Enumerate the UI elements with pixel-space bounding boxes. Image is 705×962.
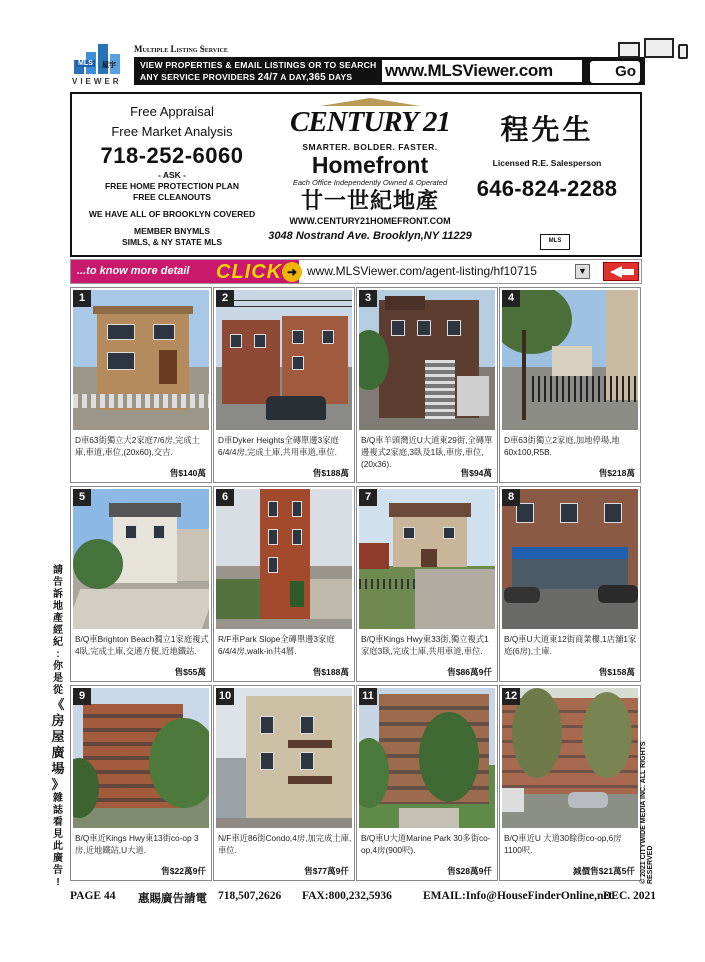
more-detail-text: ...to know more detail [77, 265, 190, 277]
listing-description: B/Q車近U 大道30餘街co-op,6房1100呎. [504, 833, 622, 855]
listing-price: 售$77萬9仟 [304, 866, 349, 876]
office-name: Homefront [311, 152, 429, 178]
listing-price: 售$158萬 [598, 667, 635, 677]
free-plan: FREE HOME PROTECTION PLAN [104, 181, 240, 191]
logo-badge: MLS [78, 60, 93, 67]
office-address: 3048 Nostrand Ave. Brooklyn,NY 11229 [268, 230, 472, 242]
equal-housing-mls-icon: MLS [540, 234, 570, 250]
tagline: SMARTER. BOLDER. FASTER. [302, 142, 438, 152]
listing-photo[interactable] [502, 688, 638, 828]
listing-description: N/F車近86街Condo,4房,加完成土庫,車位. [218, 833, 352, 855]
listing-number: 2 [216, 290, 234, 307]
side-notice: 請 告 訴 地 產 經 紀 : 你 是 從 《 房 屋 廣 場 》 雜 誌 看 見 此 廣 告 ! [51, 565, 65, 888]
listing-description: B/Q車U大道東12街商業樓,1店舖1家庭(6房),土庫. [504, 634, 637, 656]
devices-icon [618, 38, 705, 60]
listing-card[interactable] [70, 486, 212, 682]
banner-line2: ANY SERVICE PROVIDERS 24/7 A DAY,365 DAYS [140, 72, 353, 83]
listing-description: D車63街獨立2家庭,加地停場,地60x100,R5B. [504, 435, 620, 457]
free-cleanouts: FREE CLEANOUTS [133, 192, 211, 202]
listing-photo[interactable] [502, 290, 638, 430]
office-website[interactable]: WWW.CENTURY21HOMEFRONT.COM [289, 216, 451, 226]
page-number: PAGE 44 [70, 890, 116, 902]
agent-listing-url[interactable]: www.MLSViewer.com/agent-listing/hf10715 [307, 264, 537, 278]
listing-number: 6 [216, 489, 234, 506]
brooklyn-covered: WE HAVE ALL OF BROOKLYN COVERED [88, 209, 256, 219]
footer-fax: FAX:800,232,5936 [302, 890, 392, 902]
listing-photo[interactable] [216, 688, 352, 828]
mls-viewer-logo [70, 38, 132, 88]
listing-card[interactable] [499, 287, 641, 483]
agent-name: 程先生 [500, 114, 594, 145]
go-button[interactable]: Go [590, 61, 640, 83]
issue-date: DEC. 2021 [603, 890, 657, 902]
listing-number: 1 [73, 290, 91, 307]
agent-license: Licensed R.E. Salesperson [492, 158, 602, 168]
listing-card[interactable] [356, 486, 498, 682]
banner-line1: VIEW PROPERTIES & EMAIL LISTINGS OR TO SEARCH [140, 60, 377, 70]
listing-number: 8 [502, 489, 520, 506]
listing-card[interactable] [356, 685, 498, 881]
footer-email[interactable]: EMAIL:Info@HouseFinderOnline,net [423, 890, 613, 902]
arrow-right-icon[interactable]: ➜ [282, 262, 302, 282]
listing-number: 9 [73, 688, 91, 705]
listing-price: 減價售$21萬5仟 [572, 866, 635, 876]
listing-photo[interactable] [73, 290, 209, 430]
listing-number: 7 [359, 489, 377, 506]
mls-banner[interactable] [70, 38, 645, 88]
listing-price: 售$55萬 [174, 667, 206, 677]
ad-services [72, 102, 272, 248]
listing-photo[interactable] [73, 489, 209, 629]
logo-label: VIEWER [72, 77, 122, 86]
dropdown-icon[interactable]: ▼ [575, 264, 590, 279]
simls: SIMLS, & NY STATE MLS [121, 237, 223, 247]
listing-description: D車63街獨立大2家庭7/6房,完成土庫,車道,車位,(20x60),交吉. [75, 435, 200, 457]
listing-description: D車Dyker Heights全磚單邊3家庭6/4/4房,完成土庫,共用車道,車位. [218, 435, 339, 457]
listing-photo[interactable] [216, 489, 352, 629]
listing-photo[interactable] [502, 489, 638, 629]
free-market-analysis: Free Market Analysis [111, 124, 233, 139]
free-appraisal: Free Appraisal [130, 104, 214, 119]
mlsviewer-url-link[interactable]: www.MLSViewer.com [382, 60, 582, 82]
page-footer [70, 890, 657, 906]
listing-price: 售$94萬 [460, 468, 492, 478]
listing-description: B/Q車羊頭灣近U大道東29街,全磚單邊複式2家庭,3臥及1臥,車房,車位,(20x36). [361, 435, 493, 469]
logo-cn: 屋宇 [102, 62, 116, 69]
listing-number: 3 [359, 290, 377, 307]
listing-grid [70, 287, 642, 882]
listing-description: B/Q車近Kings Hwy東13街co-op 3房,近地鐵站,U大道. [75, 833, 199, 855]
independent-note: Each Office Independently Owned & Operated [292, 178, 448, 187]
listing-price: 售$188萬 [312, 667, 349, 677]
listing-card[interactable] [213, 486, 355, 682]
agent-info [457, 112, 637, 202]
banner-black-bar [134, 57, 645, 85]
listing-description: B/Q車Brighton Beach獨立1家庭複式4臥,完成土庫,交通方便,近地鐵站. [75, 634, 209, 656]
listing-card[interactable] [70, 287, 212, 483]
listing-number: 10 [216, 688, 234, 705]
banner-text [140, 59, 376, 84]
listing-price: 售$86萬9仟 [447, 667, 492, 677]
listing-card[interactable] [356, 287, 498, 483]
listing-description: R/F車Park Slope全磚單邊3家庭6/4/4房,walk-in共4層. [218, 634, 335, 656]
back-arrow-icon[interactable] [603, 262, 639, 281]
listing-description: B/Q車U大道Marine Park 30多街co-op,4房(900呎). [361, 833, 491, 855]
listing-card[interactable] [499, 486, 641, 682]
listing-card[interactable] [213, 287, 355, 483]
c21-logo: CENTURY 21 [290, 106, 450, 138]
listing-card[interactable] [213, 685, 355, 881]
copyright-notice: © 2021 CITYWIDE MEDIA INC. ALL RIGHTS RESERVED [640, 741, 654, 884]
listing-number: 11 [359, 688, 377, 705]
century21-brand [260, 96, 480, 243]
agent-listing-bar[interactable] [70, 259, 642, 284]
brand-chinese: 廿一世紀地產 [300, 188, 439, 213]
listing-price: 售$188萬 [312, 468, 349, 478]
member-bnymls: MEMBER BNYMLS [133, 226, 211, 236]
office-phone[interactable]: 718-252-6060 [100, 143, 244, 168]
c21-roof-icon [320, 96, 420, 106]
listing-photo[interactable] [359, 290, 495, 430]
listing-card[interactable] [499, 685, 641, 881]
listing-number: 4 [502, 290, 520, 307]
listing-card[interactable] [70, 685, 212, 881]
footer-phone[interactable]: 718,507,2626 [218, 890, 282, 902]
agent-ad [70, 92, 642, 257]
ad-inquiry: 惠賜廣告請電 [138, 893, 207, 905]
ask-label: - ASK - [157, 170, 186, 180]
listing-photo[interactable] [73, 688, 209, 828]
listing-number: 12 [502, 688, 520, 705]
mls-title: Multiple Listing Service [134, 44, 228, 54]
listing-price: 售$22萬9仟 [161, 866, 206, 876]
banner-strip [134, 44, 645, 84]
click-banner[interactable] [71, 260, 299, 283]
listing-photo[interactable] [216, 290, 352, 430]
click-text[interactable]: CLICK [216, 261, 283, 283]
listing-price: 售$28萬9仟 [447, 866, 492, 876]
listing-number: 5 [73, 489, 91, 506]
listing-price: 售$218萬 [598, 468, 635, 478]
listing-description: B/Q車Kings Hwy東33街,獨立複式1家庭3臥,完成土庫,共用車道,車位. [361, 634, 489, 656]
listing-photo[interactable] [359, 489, 495, 629]
agent-phone[interactable]: 646-824-2288 [476, 176, 618, 201]
listing-photo[interactable] [359, 688, 495, 828]
listing-price: 售$140萬 [169, 468, 206, 478]
